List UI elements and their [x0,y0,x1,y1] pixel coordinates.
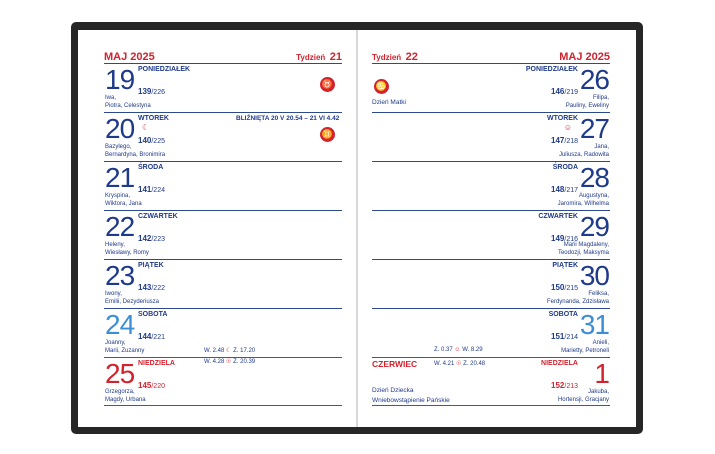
day-index: 142 [138,234,152,243]
holiday-note: Dzień Matki [372,99,406,106]
set-time: 20.48 [470,361,486,367]
weekday-name: NIEDZIELA [138,360,175,367]
days-remaining: /224 [151,187,165,194]
days-remaining: /217 [564,187,578,194]
day-of-year [138,185,165,194]
name-days [558,388,609,404]
days-remaining: /222 [151,285,165,292]
day-row-19 [78,63,356,112]
day-row-26 [358,63,636,112]
right-page [358,30,636,427]
rise-label: W. [434,361,441,367]
name-days [566,94,609,110]
days-remaining: /219 [564,89,578,96]
day-row-29 [358,210,636,259]
week-number: 21 [329,51,342,63]
name-days [561,339,609,355]
holiday-note: Wniebowstąpienie Pańskie [372,397,450,404]
day-divider [372,112,610,113]
page-bottom-rule [104,405,342,406]
sun-icon: ☉ [456,361,462,367]
day-divider [104,210,342,211]
moon-icon: ☾ [226,348,232,354]
name-line: Pauliny, Eweliny [565,103,609,109]
name-days [105,388,146,404]
next-month-label: CZERWIEC [372,359,418,369]
new-moon-icon: ☺ [454,347,461,353]
weekday-name: ŚRODA [138,164,164,171]
day-divider [372,210,610,211]
day-index: 140 [138,136,152,145]
day-divider [104,161,342,162]
sun-ephemeris [434,360,485,367]
day-row-20 [78,112,356,161]
set-label: Z. [434,347,440,353]
page-bottom-rule [372,405,610,406]
day-divider [104,259,342,260]
name-days [558,192,609,208]
day-index: 147 [551,136,565,145]
days-remaining: /225 [151,138,165,145]
days-remaining: /216 [564,236,578,243]
left-week-header [296,47,342,61]
name-line: Wiktora, Jana [105,201,142,207]
day-divider [372,161,610,162]
moon-ephemeris [434,347,483,353]
set-label: Z. [233,348,239,354]
name-line: Joanny, [105,340,126,346]
day-row-28 [358,161,636,210]
weekday-name: WTOREK [138,115,169,122]
day-index: 141 [138,185,152,194]
name-line: Anieli, [592,340,609,346]
name-line: Iwa, [105,95,117,101]
days-remaining: /221 [151,334,165,341]
day-index: 149 [551,234,565,243]
days-remaining: /213 [564,383,578,390]
rise-time: 8.29 [470,347,483,353]
name-line: Bernardyna, Bronimira [105,152,166,158]
day-number: 26 [579,64,609,95]
rise-label: W. [204,359,211,365]
moon-icon: ☾ [142,123,150,132]
rise-time: 4.21 [442,361,455,367]
day-divider [104,308,342,309]
day-row-22 [78,210,356,259]
day-number: 31 [579,309,609,340]
day-number: 30 [579,260,609,291]
name-line: Wiesławy, Romy [105,250,149,256]
left-page [78,30,356,427]
weekday-name: NIEDZIELA [541,360,578,367]
zodiac-note: BLIŹNIĘTA 20 V 20.54 – 21 VI 4.42 [236,115,340,122]
day-index: 143 [138,283,152,292]
rise-label: W. [462,347,470,353]
weekday-name: PIĄTEK [552,262,578,269]
left-month-title [104,47,155,61]
days-remaining: /214 [564,334,578,341]
name-line: Filipa, [592,95,609,101]
weekday-name: SOBOTA [138,311,168,318]
name-line: Teodozji, Maksyma [557,250,609,256]
new-moon-icon: ☺ [563,123,572,132]
weekday-name: CZWARTEK [538,213,578,220]
day-index: 148 [551,185,565,194]
weekday-name: PONIEDZIAŁEK [525,66,578,73]
name-line: Jaromira, Wilhelma [557,201,609,207]
sun-ephemeris [204,358,255,365]
crab-icon: ♋ [374,79,389,94]
day-row-23 [78,259,356,308]
days-remaining: /220 [151,383,165,390]
name-days [105,143,165,159]
rise-label: W. [204,348,211,354]
weekday-name: SOBOTA [548,311,578,318]
name-line: Magdy, Urbana [105,397,146,403]
day-divider [372,259,610,260]
day-row-25 [78,357,356,406]
holiday-note: Dzień Dziecka [372,387,414,394]
days-remaining: /223 [151,236,165,243]
day-number: 22 [105,211,135,242]
name-line: Marii, Zuzanny [105,348,145,354]
days-remaining: /215 [564,285,578,292]
set-time: 20.39 [240,359,256,365]
set-time: 17.20 [240,348,256,354]
day-row-1 [358,357,636,406]
day-number: 20 [105,113,135,144]
name-line: Kryspina, [105,193,131,199]
weekday-name: WTOREK [547,115,578,122]
day-index: 150 [551,283,565,292]
day-divider [372,357,610,358]
name-line: Grzegorza, [105,389,135,395]
day-number: 24 [105,309,135,340]
name-days [105,339,144,355]
moon-ephemeris [204,347,255,354]
bull-icon: ♉ [320,77,335,92]
day-number: 1 [594,358,609,389]
day-row-30 [358,259,636,308]
right-month-title [559,47,610,61]
set-time: 0.37 [441,347,453,353]
day-index: 139 [138,87,152,96]
name-days [105,290,159,306]
set-label: Z. [463,361,469,367]
day-number: 29 [579,211,609,242]
planner-cover [71,22,643,434]
rise-time: 2.48 [212,348,225,354]
days-remaining: /226 [151,89,165,96]
day-row-24 [78,308,356,357]
name-line: Augustyna, [578,193,609,199]
name-line: Hortensji, Gracjany [557,397,609,403]
day-index: 151 [551,332,565,341]
name-line: Marii Magdaleny, [563,242,609,248]
day-row-31 [358,308,636,357]
name-line: Iwony, [105,291,122,297]
name-days [105,94,151,110]
day-number: 19 [105,64,135,95]
name-line: Emilii, Dezyderiusza [105,299,160,305]
day-number: 27 [579,113,609,144]
name-days [105,192,142,208]
name-line: Feliksa, [588,291,609,297]
day-divider [372,308,610,309]
name-line: Ferdynanda, Zdzisława [546,299,609,305]
name-days [558,241,609,257]
month-label: MAJ 2025 [559,51,610,63]
day-number: 21 [105,162,135,193]
name-days [547,290,609,306]
day-number: 25 [105,358,135,389]
name-days [559,143,609,159]
day-index: 144 [138,332,152,341]
twins-icon: ♊ [320,127,335,142]
day-number: 28 [579,162,609,193]
days-remaining: /218 [564,138,578,145]
day-row-21 [78,161,356,210]
day-index: 152 [551,381,565,390]
day-divider [372,63,610,64]
day-number: 23 [105,260,135,291]
name-line: Jakuba, [587,389,609,395]
name-line: Bazylego, [105,144,132,150]
month-label: MAJ 2025 [104,51,155,63]
day-row-27 [358,112,636,161]
name-line: Juliusza, Radowita [558,152,609,158]
week-label: Tydzień [372,53,402,62]
name-line: Heleny, [105,242,125,248]
weekday-name: ŚRODA [552,164,578,171]
day-index: 145 [138,381,152,390]
name-line: Jana, [594,144,609,150]
sun-icon: ☉ [226,359,232,365]
weekday-name: PONIEDZIAŁEK [138,66,191,73]
right-week-header [372,47,418,61]
rise-time: 4.28 [212,359,225,365]
day-divider [104,112,342,113]
weekday-name: PIĄTEK [138,262,164,269]
day-index: 146 [551,87,565,96]
set-label: Z. [233,359,239,365]
name-line: Marietty, Petroneli [561,348,609,354]
name-line: Piotra, Celestyna [105,103,151,109]
day-divider [104,63,342,64]
week-label: Tydzień [296,53,326,62]
name-days [105,241,149,257]
week-number: 22 [405,51,418,63]
weekday-name: CZWARTEK [138,213,178,220]
